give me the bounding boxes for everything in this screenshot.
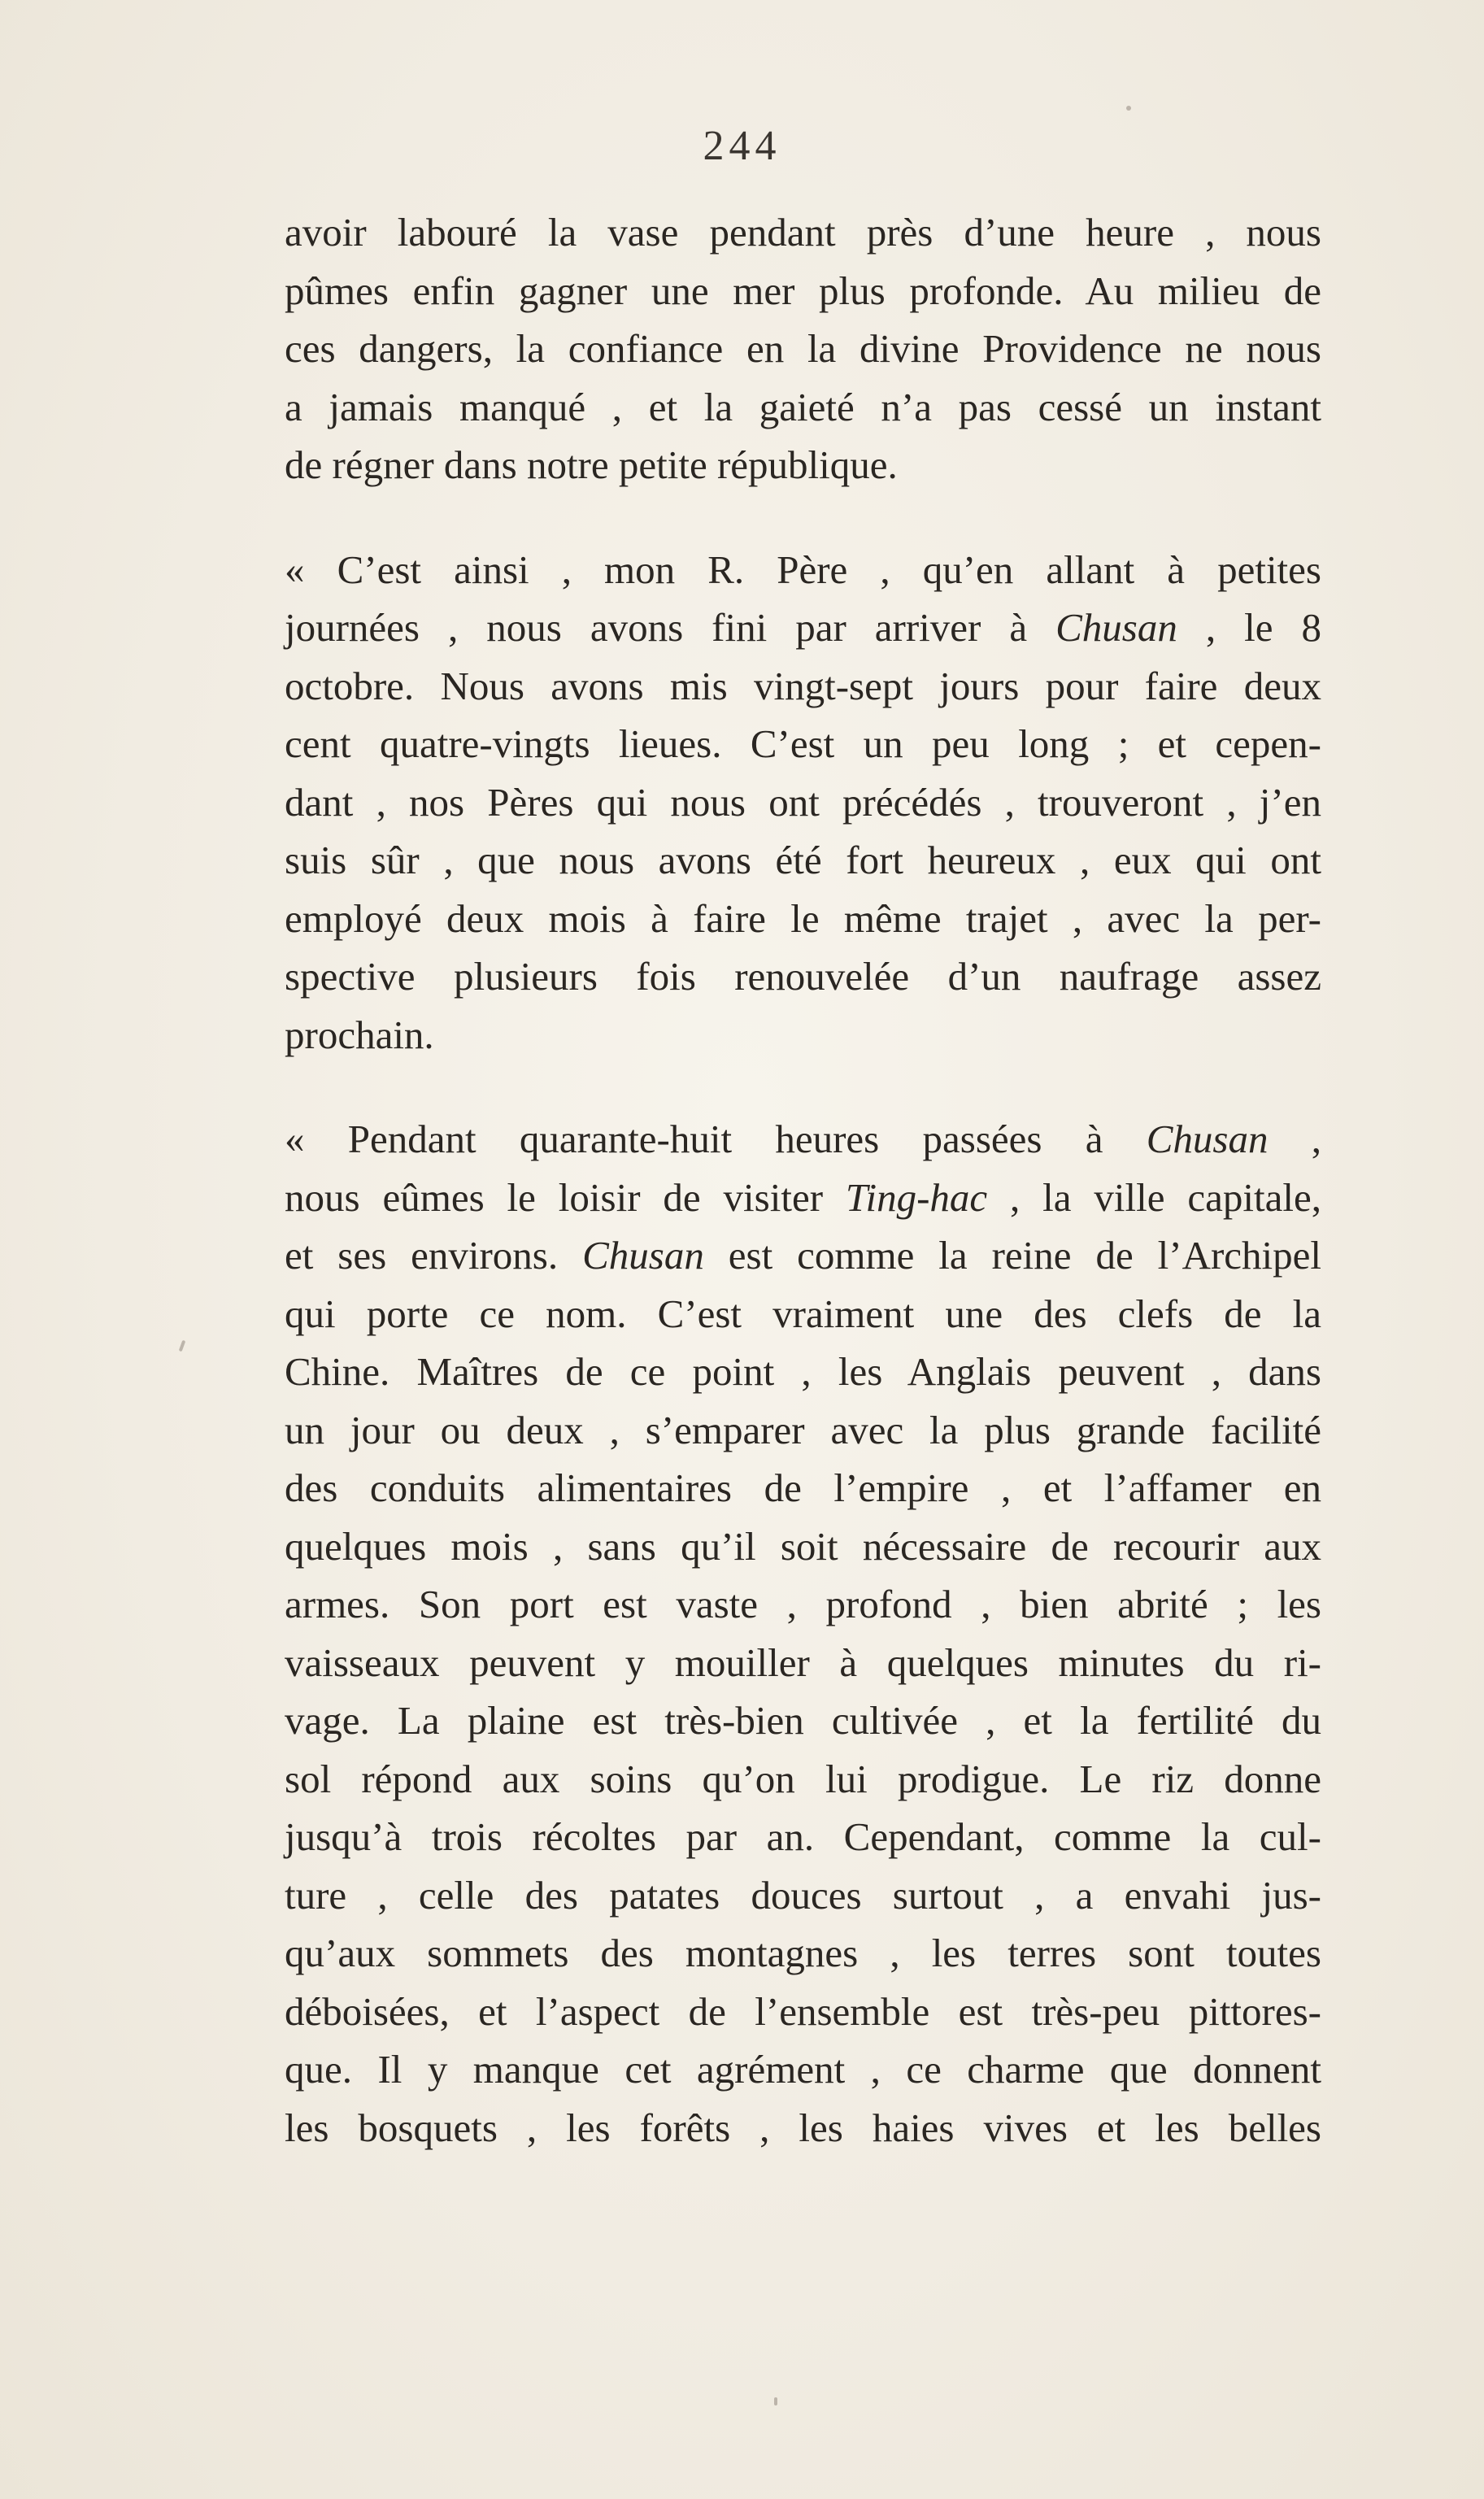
text-line: dant , nos Pères qui nous ont précédés , trouveront , j’en: [285, 779, 1321, 825]
text-line: vaisseaux peuvent y mouiller à quelques minutes du ri-: [285, 1639, 1321, 1685]
paragraph-2: [285, 541, 1321, 1064]
text-line: qu’aux sommets des montagnes , les terres sont toutes: [285, 1931, 1321, 1975]
text-line: ture , celle des patates douces surtout , a envahi jus-: [285, 1872, 1321, 1918]
page-number: 244: [703, 123, 781, 169]
text-line: les bosquets , les forêts , les haies vives et les belles: [285, 2105, 1321, 2150]
text-line: de régner dans notre petite république.: [285, 442, 898, 487]
text-line: sol répond aux soins qu’on lui prodigue. Le riz donne: [285, 1756, 1321, 1801]
text-line: que. Il y manque cet agrément , ce charme que donnent: [285, 2047, 1321, 2092]
italic-name: Ting-hac: [845, 1174, 988, 1220]
text-line: ces dangers, la confiance en la divine Providence ne nous: [285, 326, 1321, 371]
text-line: un jour ou deux , s’emparer avec la plus grande facilité: [285, 1407, 1321, 1452]
text-line: cent quatre-vingts lieues. C’est un peu long ; et cepen-: [285, 721, 1321, 766]
text-line: « Pendant quarante-huit heures passées à Chusan ,: [285, 1117, 1322, 1161]
text-line: avoir labouré la vase pendant près d’une heure , nous: [285, 210, 1321, 255]
text-line: a jamais manqué , et la gaieté n’a pas cessé un instant: [285, 384, 1321, 429]
paper-speck: [1126, 106, 1131, 111]
paper-speck: [179, 1340, 186, 1352]
text-line: et ses environs. Chusan est comme la reine de l’Archipel: [285, 1233, 1321, 1278]
text-line: déboisées, et l’aspect de l’ensemble est très-peu pittores-: [285, 1988, 1321, 2034]
text-line: pûmes enfin gagner une mer plus profonde. Au milieu de: [285, 268, 1321, 313]
text-line: prochain.: [285, 1012, 434, 1057]
paper-speck: [774, 2397, 777, 2405]
body-text: [285, 203, 1321, 2157]
text-line: qui porte ce nom. C’est vraiment une des clefs de la: [285, 1291, 1321, 1336]
text-line: spective plusieurs fois renouvelée d’un naufrage assez: [285, 954, 1321, 999]
text-line: employé deux mois à faire le même trajet , avec la per-: [285, 895, 1321, 941]
text-line: Chine. Maîtres de ce point , les Anglais peuvent , dans: [285, 1349, 1321, 1394]
italic-name: Chusan: [1055, 605, 1177, 650]
text-line: des conduits alimentaires de l’empire , et l’affamer en: [285, 1465, 1321, 1510]
paragraph-3: [285, 1110, 1321, 2157]
italic-name: Chusan: [1146, 1117, 1269, 1161]
paragraph-1: [285, 203, 1321, 494]
text-line: quelques mois , sans qu’il soit nécessaire de recourir aux: [285, 1523, 1321, 1569]
text-line: vage. La plaine est très-bien cultivée , et la fertilité du: [285, 1698, 1321, 1743]
text-line: suis sûr , que nous avons été fort heureux , eux qui ont: [285, 838, 1321, 882]
text-line: armes. Son port est vaste , profond , bien abrité ; les: [285, 1582, 1321, 1626]
text-line: octobre. Nous avons mis vingt-sept jours pour faire deux: [285, 663, 1321, 708]
text-line: nous eûmes le loisir de visiter Ting-hac , la ville capitale,: [285, 1174, 1321, 1220]
text-line: jusqu’à trois récoltes par an. Cependant, comme la cul-: [285, 1814, 1321, 1859]
text-line: « C’est ainsi , mon R. Père , qu’en allant à petites: [285, 546, 1321, 592]
italic-name: Chusan: [582, 1233, 704, 1278]
text-line: journées , nous avons fini par arriver à Chusan , le 8: [285, 605, 1321, 650]
